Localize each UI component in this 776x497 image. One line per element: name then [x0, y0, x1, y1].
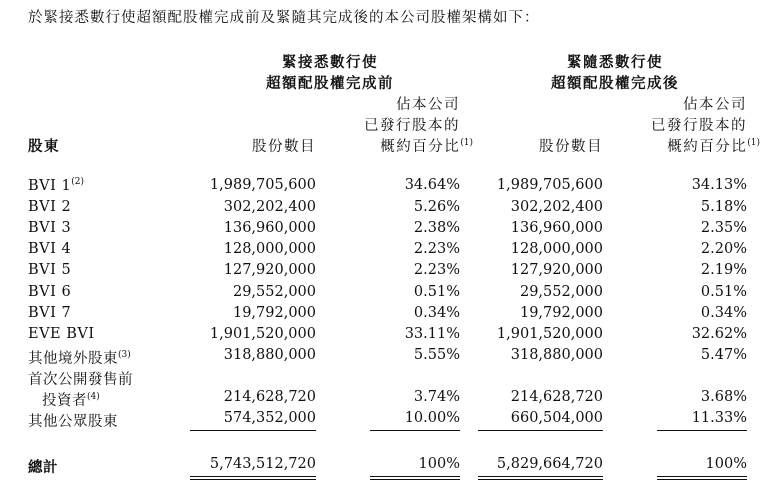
pct-before: 0.51% [413, 284, 460, 300]
pct-before: 34.64% [404, 177, 460, 193]
pct-before: 0.34% [413, 305, 460, 321]
table-row [0, 177, 776, 197]
table-row [0, 262, 776, 282]
total-rule-pct-before-1 [370, 476, 460, 477]
pct-before-label: 概約百分比 [380, 139, 461, 155]
pct-after-header-line2: 已發行股本的 [651, 118, 747, 134]
pct-after: 32.62% [691, 326, 747, 342]
pct-before: 10.00% [404, 410, 460, 426]
pct-before: 2.38% [413, 220, 460, 236]
shares-before: 574,352,000 [223, 410, 316, 426]
pct-after-header-line1: 佔本公司 [683, 97, 747, 113]
table-row [0, 347, 776, 367]
shares-before: 128,000,000 [223, 241, 316, 257]
table-row [0, 326, 776, 346]
shares-before: 127,920,000 [223, 262, 316, 278]
table-row [0, 305, 776, 325]
row-label: BVI 2 [28, 199, 72, 215]
pct-after: 0.34% [700, 305, 747, 321]
shares-before: 1,989,705,600 [209, 177, 316, 193]
subtotal-rule-pct-before [370, 430, 460, 431]
total-shares-after: 5,829,664,720 [496, 456, 603, 472]
subtotal-rule-shares-after [478, 430, 603, 431]
row-label: BVI 5 [28, 262, 72, 278]
total-pct-after: 100% [705, 456, 747, 472]
shares-after: 214,628,720 [510, 389, 603, 405]
pct-after: 11.33% [691, 410, 747, 426]
shareholder-header: 股東 [28, 138, 60, 155]
table-row [0, 220, 776, 240]
row-label: BVI 3 [28, 220, 72, 236]
pct-after: 5.18% [700, 199, 747, 215]
shares-after: 19,792,000 [519, 305, 603, 321]
pct-before: 3.74% [413, 389, 460, 405]
pct-after: 0.51% [700, 284, 747, 300]
pct-before: 5.26% [413, 199, 460, 215]
row-label: 其他公眾股東 [28, 414, 118, 430]
intro-text: 於緊接悉數行使超額配股權完成前及緊隨其完成後的本公司股權架構如下： [28, 10, 540, 26]
total-rule-shares-after-2 [478, 479, 603, 480]
pct-before-header-line2: 已發行股本的 [364, 118, 460, 134]
row-label: BVI 7 [28, 305, 72, 321]
shares-after: 29,552,000 [519, 284, 603, 300]
total-pct-before: 100% [418, 456, 460, 472]
table-row [0, 389, 776, 409]
subtotal-rule-pct-after [657, 430, 747, 431]
pct-after-note: (1) [747, 138, 760, 148]
pct-after: 5.47% [700, 347, 747, 363]
pct-after: 3.68% [700, 389, 747, 405]
before-header-line1: 緊接悉數行使 [282, 54, 378, 71]
shares-after: 128,000,000 [510, 241, 603, 257]
total-rule-shares-before-2 [190, 479, 316, 480]
pct-after-header-line3 [667, 135, 760, 156]
row-label: 投資者$^{(4)}$ [42, 392, 100, 409]
after-header-line2: 超額配股權完成後 [551, 75, 679, 92]
shares-after: 660,504,000 [510, 410, 603, 426]
before-header-line2: 超額配股權完成前 [266, 75, 394, 92]
shares-after: 1,901,520,000 [496, 326, 603, 342]
pct-before-note: (1) [460, 138, 473, 148]
shares-after-header: 股份數目 [539, 139, 603, 155]
table-row-label-line [0, 368, 776, 388]
pct-before: 5.55% [413, 347, 460, 363]
total-rule-shares-after-1 [478, 476, 603, 477]
total-rule-pct-after-2 [657, 479, 747, 480]
pct-after: 2.20% [700, 241, 747, 257]
shares-before: 29,552,000 [232, 284, 316, 300]
pct-before-header-line1: 佔本公司 [396, 97, 460, 113]
total-shares-before: 5,743,512,720 [209, 456, 316, 472]
shares-before: 318,880,000 [223, 347, 316, 363]
row-label: 首次公開發售前 [28, 372, 133, 388]
shares-after: 1,989,705,600 [496, 177, 603, 193]
row-label: EVE BVI [28, 326, 95, 342]
pct-after: 34.13% [691, 177, 747, 193]
shares-after: 136,960,000 [510, 220, 603, 236]
shares-before-header: 股份數目 [252, 139, 316, 155]
total-row [0, 456, 776, 476]
shares-before: 1,901,520,000 [209, 326, 316, 342]
row-label: 其他境外股東$^{(3)}$ [28, 350, 131, 367]
subtotal-rule-shares-before [190, 430, 316, 431]
shares-before: 214,628,720 [223, 389, 316, 405]
shares-before: 19,792,000 [232, 305, 316, 321]
shares-before: 302,202,400 [223, 199, 316, 215]
pct-before: 33.11% [404, 326, 460, 342]
table-row [0, 410, 776, 430]
shares-after: 318,880,000 [510, 347, 603, 363]
total-rule-pct-after-1 [657, 476, 747, 477]
pct-after: 2.35% [700, 220, 747, 236]
shares-before: 136,960,000 [223, 220, 316, 236]
after-header-line1: 緊隨悉數行使 [567, 54, 663, 71]
total-label: 總計 [28, 459, 58, 476]
pct-after-label: 概約百分比 [667, 139, 748, 155]
shares-after: 127,920,000 [510, 262, 603, 278]
row-label: BVI 4 [28, 241, 72, 257]
total-rule-shares-before-1 [190, 476, 316, 477]
table-row [0, 241, 776, 261]
row-label: BVI 1$^{(2)}$ [28, 177, 84, 194]
row-label: BVI 6 [28, 284, 72, 300]
table-row [0, 199, 776, 219]
pct-before: 2.23% [413, 241, 460, 257]
table-row [0, 284, 776, 304]
total-rule-pct-before-2 [370, 479, 460, 480]
pct-before-header-line3 [380, 135, 473, 156]
pct-after: 2.19% [700, 262, 747, 278]
shares-after: 302,202,400 [510, 199, 603, 215]
pct-before: 2.23% [413, 262, 460, 278]
